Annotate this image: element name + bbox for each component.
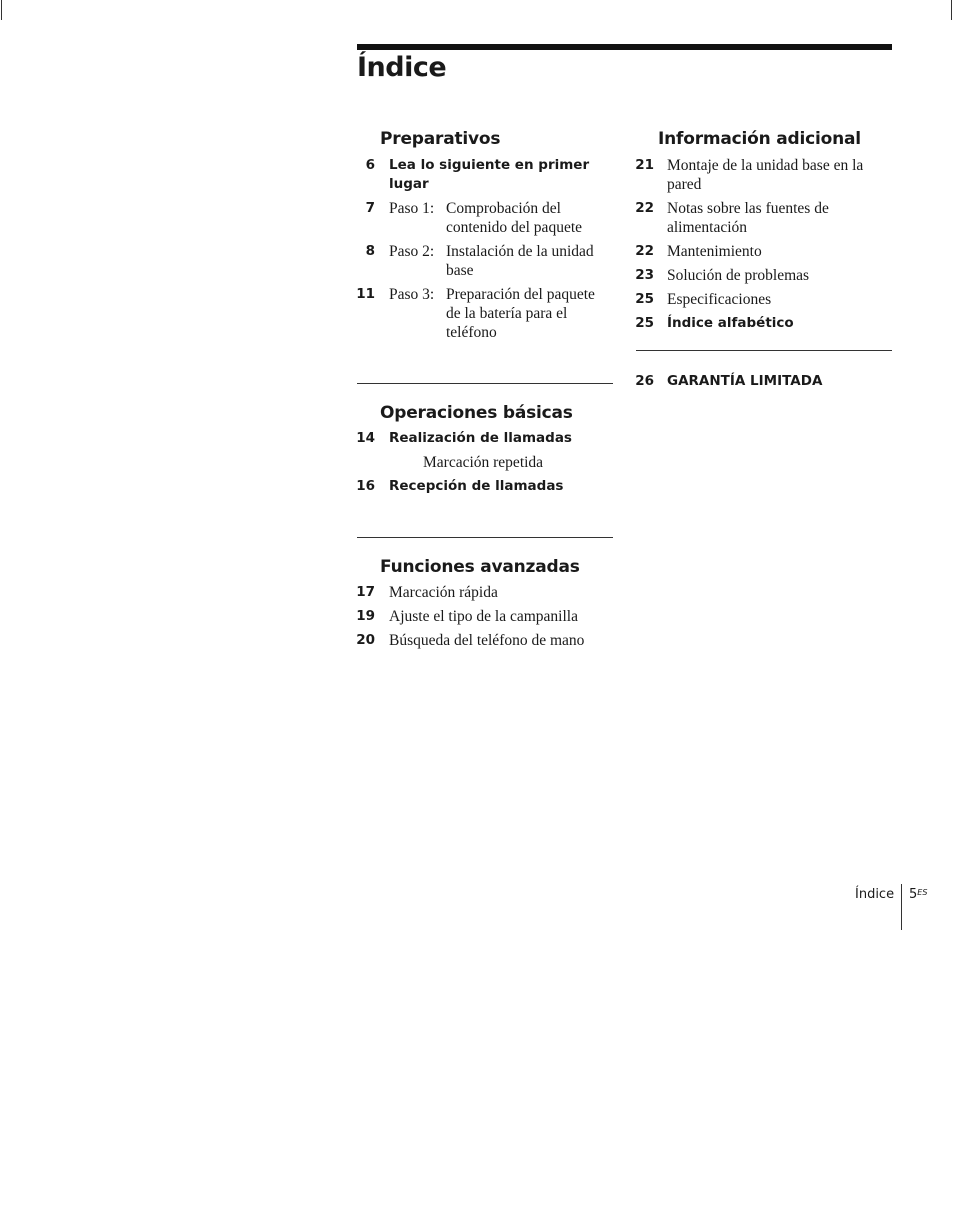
footer-section-label: Índice <box>855 887 895 902</box>
section-heading-informacion: Información adicional <box>658 129 861 149</box>
page-title: Índice <box>357 52 447 83</box>
toc-page-number: 25 <box>635 315 654 331</box>
toc-page-number: 6 <box>365 157 375 173</box>
toc-page-number: 8 <box>365 243 375 259</box>
toc-entry-text: Preparación del paquete de la batería para el teléfono <box>446 286 595 341</box>
toc-page-number: 25 <box>635 291 654 307</box>
toc-page-number: 22 <box>635 243 654 259</box>
toc-page-number: 17 <box>356 584 375 600</box>
section-divider <box>357 383 613 384</box>
section-heading-preparativos: Preparativos <box>380 129 501 149</box>
toc-entry-text: Realización de llamadas <box>389 430 572 446</box>
toc-entry-text: Notas sobre las fuentes de alimentación <box>667 200 829 236</box>
toc-step-label: Paso 2: <box>389 243 435 260</box>
toc-page-number: 11 <box>356 286 375 302</box>
toc-page-number: 14 <box>356 430 375 446</box>
toc-entry-text: Especificaciones <box>667 291 772 308</box>
toc-page-number: 20 <box>356 632 375 648</box>
page-number <box>909 886 927 904</box>
footer-divider <box>901 884 902 930</box>
section-divider <box>357 537 613 538</box>
section-divider <box>636 350 892 351</box>
left-edge-mark <box>1 0 2 20</box>
toc-entry-text: Solución de problemas <box>667 267 810 284</box>
page-number-value: 5 <box>909 887 918 902</box>
toc-entry-text: Mantenimiento <box>667 243 762 260</box>
toc-page-number: 7 <box>365 200 375 216</box>
toc-entry-text: Índice alfabético <box>667 315 794 331</box>
toc-entry-text: Marcación rápida <box>389 584 498 601</box>
toc-step-label: Paso 1: <box>389 200 435 217</box>
toc-page-number: 26 <box>635 373 654 389</box>
toc-entry-text: Ajuste el tipo de la campanilla <box>389 608 578 625</box>
toc-entry-text: Montaje de la unidad base en la pared <box>667 157 864 193</box>
toc-entry-text: Instalación de la unidad base <box>446 243 594 279</box>
toc-page-number: 16 <box>356 478 375 494</box>
toc-entry-text: Marcación repetida <box>423 454 544 471</box>
toc-entry-text: Comprobación del contenido del paquete <box>446 200 583 236</box>
section-heading-operaciones: Operaciones básicas <box>380 403 573 423</box>
right-edge-mark <box>951 0 952 20</box>
toc-page-number: 19 <box>356 608 375 624</box>
toc-page-number: 21 <box>635 157 654 173</box>
toc-entry-text: Lea lo siguiente en primer lugar <box>389 157 590 192</box>
toc-page-number: 23 <box>635 267 654 283</box>
toc-entry-text: Búsqueda del teléfono de mano <box>389 632 585 649</box>
section-heading-funciones: Funciones avanzadas <box>380 557 580 577</box>
toc-page-number: 22 <box>635 200 654 216</box>
toc-entry-text: GARANTÍA LIMITADA <box>667 373 823 389</box>
toc-step-label: Paso 3: <box>389 286 435 303</box>
page-language-suffix: ES <box>917 888 928 897</box>
toc-entry-text: Recepción de llamadas <box>389 478 564 494</box>
